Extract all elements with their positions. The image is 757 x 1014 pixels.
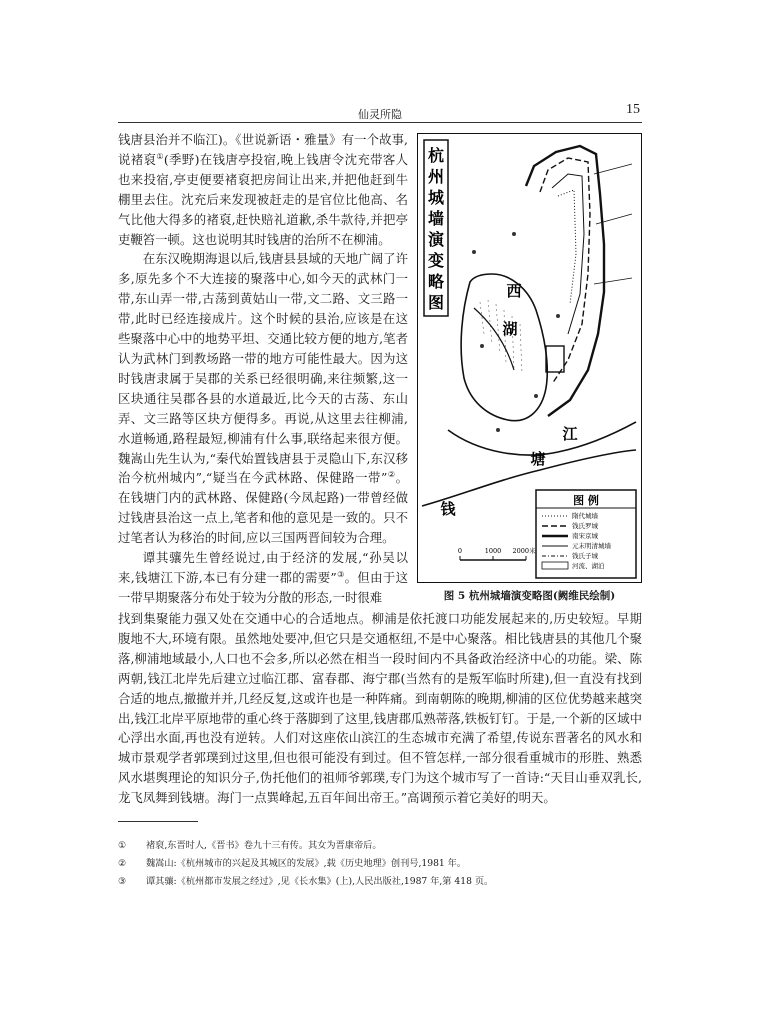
text-column (118, 130, 408, 608)
scale-label: 0 (457, 547, 463, 555)
footnote-text: 褚裒,东晋时人,《晋书》卷九十三有传。其女为晋康帝后。 (146, 840, 382, 851)
footnote-ref-3[interactable]: ③ (336, 569, 345, 579)
text-run: 谭其骧先生曾经说过,由于经济的发展,“孙吴以来,钱塘江下游,本已有分建一郡的需要” (118, 550, 408, 585)
footnote-2 (118, 855, 642, 873)
text-run: 。但由于这一带早期聚落分布处于较为分散的形态,一时很难 (118, 569, 409, 605)
paragraph-2 (118, 249, 408, 548)
map-title-char: 杭 (427, 146, 445, 165)
footnotes (118, 837, 642, 891)
wall-zicheng (546, 346, 564, 372)
river-label: 钱 (440, 500, 456, 518)
map-title-char: 州 (427, 167, 445, 186)
header-title: 仙灵所隐 (358, 108, 402, 121)
wall-sui (558, 190, 576, 304)
footnote-1 (118, 837, 642, 855)
legend-item: 南宋京城 (572, 532, 598, 540)
text-run: 钱唐县治并不临江)。《世说新语・雅量》有一个故事,说褚裒 (118, 132, 408, 167)
legend-item: 钱氏罗城 (572, 522, 598, 530)
running-header (118, 102, 642, 123)
legend-item: 元末明清城墙 (572, 542, 611, 550)
footnote-text: 谭其骧:《杭州都市发展之经过》,见《长水集》(上),人民出版社,1987 年,第 418 页。 (146, 876, 494, 887)
text-run: 在东汉晚期海退以后,钱唐县县域的天地广阔了许多,原先多个不大连接的聚落中心,如今天的武林门一带,东山弄一带,古荡到黄姑山一带,文二路、文三路一带,此时已经连接成片。这个时候的县治,应该是在这些聚落中心中的地势平坦、交通比较方便的地方,笔者认为武林门到教场路一带的地方可能性最大。因为这时钱唐隶属于吴郡的关系已经很明确,来往频繁,这一区块通往吴郡各县的水道最近,比今天的古荡、东山弄、文三路等区块方便得多。再说,从这里去往柳浦,水道畅通,路程最短,柳浦有什么事,联络起来很方便。魏嵩山先生认为,“秦代始置钱唐县于灵隐山下,东汉移治今杭州城内”,“疑当在今武林路、保健路一带” (118, 251, 408, 486)
scale-label: 1000 (484, 547, 502, 555)
footnote-mark: ① (118, 840, 127, 851)
text-run: (季野)在钱唐亭投宿,晚上钱唐令沈充带客人也来投宿,亭吏便要褚裒把房间让出来,并把他赶到牛棚里去住。沈充后来发现被赶走的是官位比他高、名气比他大得多的褚裒,赶快赔礼道歉,杀牛款待,并把亭吏鞭笞一顿。这也说明其时钱唐的治所不在柳浦。 (118, 151, 409, 247)
paragraph-3-start (118, 548, 408, 608)
map-title-char: 城 (427, 188, 445, 207)
footnote-text: 魏嵩山:《杭州城市的兴起及其城区的发展》,载《历史地理》创刊号,1981 年。 (146, 858, 467, 869)
river-label: 塘 (530, 450, 546, 468)
city-wall-map (418, 134, 640, 581)
map-title-char: 墙 (427, 209, 445, 228)
paragraph-3-cont: 找到集聚能力强又处在交通中心的合适地点。柳浦是依托渡口功能发展起来的,历史较短。早期腹地不大,环境有限。虽然地处要冲,但它只是交通枢纽,不是中心聚落。相比钱唐县的其他几个聚落,柳浦地域最小,人口也不会多,所以必然在相当一段时间内不具备政治经济中心的功能。梁、陈两朝,钱江北岸先后建立过临江郡、富春郡、海宁郡(当然有的是叛军临时所建),但一直没有找到合适的地点,撤撤并并,几经反复,这或许也是一种阵痛。到南朝陈的晚期,柳浦的区位优势越来越突出,钱江北岸平原地带的重心终于落脚到了这里,钱唐郡瓜熟蒂落,铁板钉钉。于是,一个新的区域中心浮出水面,再也没有逆转。人们对这座依山滨江的生态城市充满了希望,传说东晋著名的风水和城市景观学者郭璞到过这里,但也很可能没有到过。但不管怎样,一部分很看重城市的形胜、熟悉风水堪舆理论的知识分子,伪托他们的祖师爷郭璞,专门为这个城市写了一首诗:“天目山垂双乳长,龙飞凤舞到钱塘。海门一点巽峰起,五百年间出帝王。”高调预示着它美好的明天。 (118, 611, 642, 806)
paragraph-1 (118, 130, 408, 249)
river-label: 江 (562, 425, 578, 443)
map-title-char: 变 (427, 251, 445, 270)
figure-map (417, 133, 642, 605)
map-title-char: 略 (427, 272, 445, 291)
figure-caption: 图 5 杭州城墙演变略图(阙维民绘制) (443, 590, 616, 602)
footnote-mark: ② (118, 858, 127, 869)
footnote-ref-2[interactable]: ② (387, 470, 396, 480)
map-title-char: 图 (427, 293, 445, 312)
map-frame (417, 133, 642, 583)
page-number: 15 (626, 102, 640, 117)
legend-title: 图 例 (573, 494, 599, 507)
text-run: 。在钱塘门内的武林路、保健路(今凤起路)一带曾经做过钱唐县治这一点上,笔者和他的意见是一致的。只不过笔者认为移治的时间,应以三国两晋间较为合理。 (118, 470, 409, 546)
legend-item: 河流、湖泊 (572, 562, 605, 570)
footnote-mark: ③ (118, 876, 127, 887)
footnote-rule (118, 821, 198, 822)
wall-ming-qing (552, 174, 584, 334)
footnote-3 (118, 873, 642, 891)
scale-label: 2000米 (512, 547, 536, 555)
legend-item: 钱氏子城 (572, 552, 598, 560)
text-full-width (118, 609, 642, 808)
lake-label: 湖 (502, 320, 518, 338)
legend-item: 隋代城墙 (572, 512, 598, 520)
lake-label: 西 (506, 282, 522, 300)
map-title-char: 演 (427, 230, 445, 249)
footnote-ref-1[interactable]: ① (156, 151, 164, 161)
